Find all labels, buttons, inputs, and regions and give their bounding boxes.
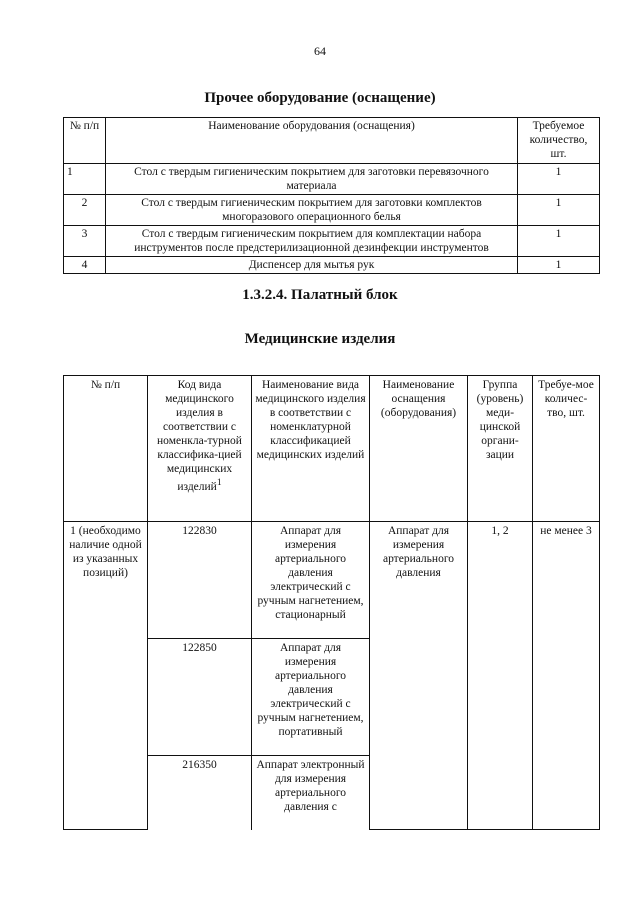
row-device-code: 122830	[148, 522, 252, 639]
row-equipment-name: Стол с твердым гигиеническим покрытием для комплектации набора инструментов после предстерилизационной дезинфекции инструментов	[106, 226, 518, 257]
row-device-name: Аппарат для измерения артериального давления электрический с ручным нагнетением, портативный	[252, 639, 370, 756]
row-num: 4	[64, 257, 106, 274]
row-device-code: 216350	[148, 756, 252, 830]
table-row	[64, 226, 600, 257]
header-group-level: Группа (уровень) меди-цинской органи-зации	[468, 376, 533, 522]
row-equipment-name: Стол с твердым гигиеническим покрытием для заготовки комплектов многоразового операционного белья	[106, 195, 518, 226]
row-quantity: 1	[518, 257, 600, 274]
header-device-code	[148, 376, 252, 522]
page-number: 64	[314, 44, 326, 58]
row-num: 2	[64, 195, 106, 226]
table-row	[64, 195, 600, 226]
medical-devices-table	[63, 375, 600, 830]
row-quantity: 1	[518, 226, 600, 257]
row-quantity: не менее 3	[533, 522, 600, 830]
header-quantity: Требуемое количество, шт.	[518, 118, 600, 164]
equipment-table	[63, 117, 600, 274]
row-group-level: 1, 2	[468, 522, 533, 830]
header-device-name: Наименование вида медицинского изделия в соответствии с номенклатурной классификацией медицинских изделий	[252, 376, 370, 522]
table-row	[64, 257, 600, 274]
table-row	[64, 164, 600, 195]
equipment-section-title: Прочее оборудование (оснащение)	[204, 90, 436, 106]
header-equipment-name: Наименование оборудования (оснащения)	[106, 118, 518, 164]
ward-block-section-title: 1.3.2.4. Палатный блок	[242, 287, 398, 303]
header-device-code-text: Код вида медицинского изделия в соответствии с номенкла-турной классифика-цией медицинских изделий	[157, 379, 242, 493]
row-equipment-name: Стол с твердым гигиеническим покрытием для заготовки перевязочного материала	[106, 164, 518, 195]
table-header-row	[64, 376, 600, 522]
row-device-name: Аппарат электронный для измерения артериального давления с	[252, 756, 370, 830]
row-num: 1 (необходимо наличие одной из указанных позиций)	[64, 522, 148, 830]
row-num: 1	[64, 164, 106, 195]
footnote-marker: 1	[216, 477, 222, 488]
header-equipment-name: Наименование оснащения (оборудования)	[370, 376, 468, 522]
row-equipment-name: Диспенсер для мытья рук	[106, 257, 518, 274]
row-quantity: 1	[518, 164, 600, 195]
header-num: № п/п	[64, 118, 106, 164]
header-num: № п/п	[64, 376, 148, 522]
row-device-name: Аппарат для измерения артериального давления электрический с ручным нагнетением, стационарный	[252, 522, 370, 639]
table-header-row	[64, 118, 600, 164]
row-equipment-name: Аппарат для измерения артериального давления	[370, 522, 468, 830]
row-device-code: 122850	[148, 639, 252, 756]
medical-devices-section-title: Медицинские изделия	[244, 331, 396, 347]
table-row	[64, 522, 600, 639]
header-quantity: Требуе-мое количес-тво, шт.	[533, 376, 600, 522]
row-quantity: 1	[518, 195, 600, 226]
row-num: 3	[64, 226, 106, 257]
